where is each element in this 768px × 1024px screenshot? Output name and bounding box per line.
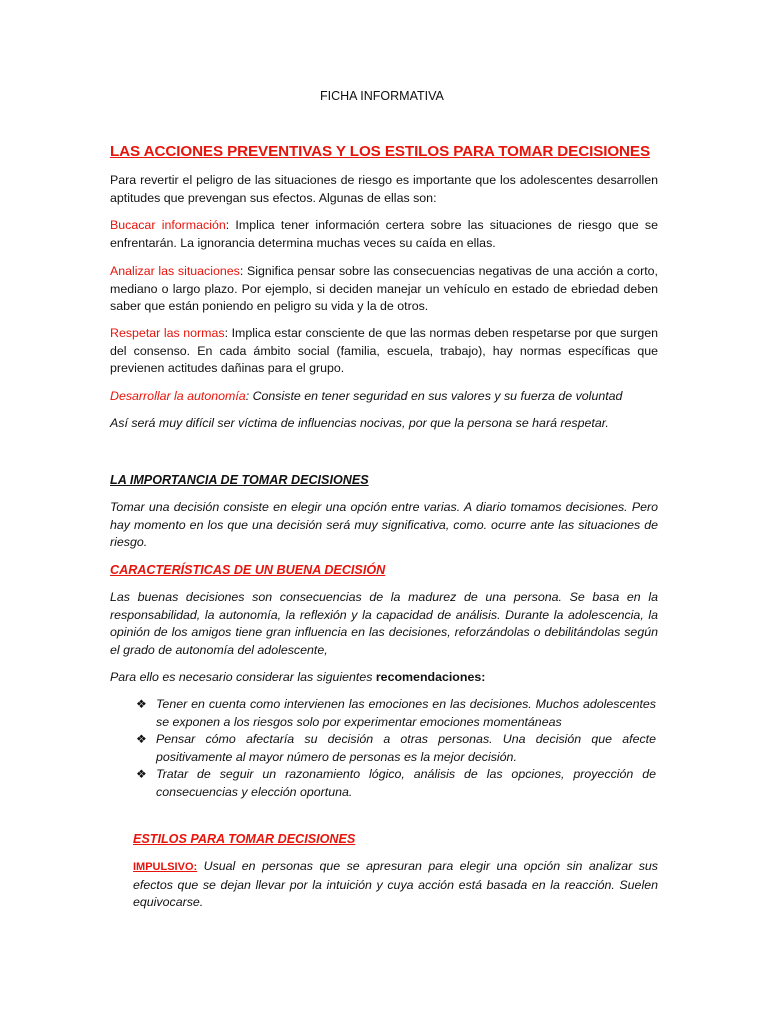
item-text: : Consiste en tener seguridad en sus valores y su fuerza de voluntad: [245, 389, 623, 403]
item-term: Respetar las normas: [110, 326, 225, 340]
item-text: : Significa pensar sobre las consecuencias negativas de una acción a corto, mediano o largo plazo. Por ejemplo, si deciden manejar un vehículo en estado de ebriedad deben saber que están poniendo en peligro su vida y la de otros.: [110, 264, 659, 314]
diamond-bullet-icon: ❖: [136, 732, 147, 747]
section-heading-estilos: ESTILOS PARA TOMAR DECISIONES: [133, 832, 356, 846]
list-item-text: Tener en cuenta como intervienen las emociones en las decisiones. Muchos adolescentes se exponen a los riesgos solo por experimentar emociones momentáneas: [156, 697, 656, 729]
section-heading-caracteristicas: CARACTERÍSTICAS DE UN BUENA DECISIÓN: [110, 563, 386, 577]
item-term: Bucacar información: [110, 218, 226, 232]
diamond-bullet-icon: ❖: [136, 767, 147, 782]
item-term: Analizar las situaciones: [110, 264, 240, 278]
recommendations-intro: [110, 669, 658, 687]
item-text: : Implica estar consciente de que las normas deben respetarse por que surgen del consenso. En cada ámbito social (familia, escuela, trabajo), hay normas específicas que previenen actitudes dañinas para el grupo.: [110, 326, 658, 376]
recommendations-list: [136, 696, 656, 802]
document-title: FICHA INFORMATIVA: [320, 89, 444, 103]
rec-bold: recomendaciones:: [375, 670, 486, 684]
list-item: [136, 766, 656, 801]
item-analizar-situaciones: [110, 263, 658, 316]
item-buscar-informacion: [110, 217, 658, 252]
rec-prefix: Para ello es necesario considerar las siguientes: [110, 670, 376, 684]
list-item: [136, 696, 656, 731]
intro-paragraph: Para revertir el peligro de las situaciones de riesgo es importante que los adolescentes desarrollen aptitudes que prevengan sus efectos. Algunas de ellas son:: [110, 173, 658, 205]
item-term: Desarrollar la autonomía: [110, 389, 246, 403]
caracteristicas-paragraph: Las buenas decisiones son consecuencias de la madurez de una persona. Se basa en la responsabilidad, la autonomía, la reflexión y la capacidad de análisis. Durante la adolescencia, la opinión de los amigos tiene gran influencia en las decisiones, reforzándolas o debilitándolas según el grado de autonomía del adolescente,: [110, 590, 658, 657]
diamond-bullet-icon: ❖: [136, 697, 147, 711]
list-item: [136, 731, 656, 766]
closing-paragraph: Así será muy difícil ser víctima de influencias nocivas, por que la persona se hará respetar.: [110, 416, 609, 430]
list-item-text: Pensar cómo afectaría su decisión a otras personas. Una decisión que afecte positivamente al mayor número de personas es la mejor decisión.: [156, 732, 656, 764]
importancia-paragraph: Tomar una decisión consiste en elegir una opción entre varias. A diario tomamos decisiones. Pero hay momento en los que una decisión será muy significativa, como. ocurre ante las situaciones de riesgo.: [110, 500, 658, 550]
list-item-text: Tratar de seguir un razonamiento lógico, análisis de las opciones, proyección de consecuencias y elección oportuna.: [156, 767, 656, 799]
impulsivo-term: IMPULSIVO:: [133, 861, 198, 873]
section-heading-acciones-preventivas: LAS ACCIONES PREVENTIVAS Y LOS ESTILOS PARA TOMAR DECISIONES: [110, 143, 650, 160]
impulsivo-text: Usual en personas que se apresuran para elegir una opción sin analizar sus efectos que se dejan llevar por la intuición y cuya acción está basada en la reacción. Suelen equivocarse.: [133, 859, 658, 910]
section-heading-importancia: LA IMPORTANCIA DE TOMAR DECISIONES: [110, 473, 369, 487]
item-respetar-normas: [110, 325, 658, 378]
item-desarrollar-autonomia: [110, 388, 658, 406]
item-text: : Implica tener información certera sobre las situaciones de riesgo que se enfrentarán. La ignorancia determina muchas veces su caída en ellas.: [110, 218, 658, 250]
impulsivo-paragraph: [133, 858, 658, 912]
